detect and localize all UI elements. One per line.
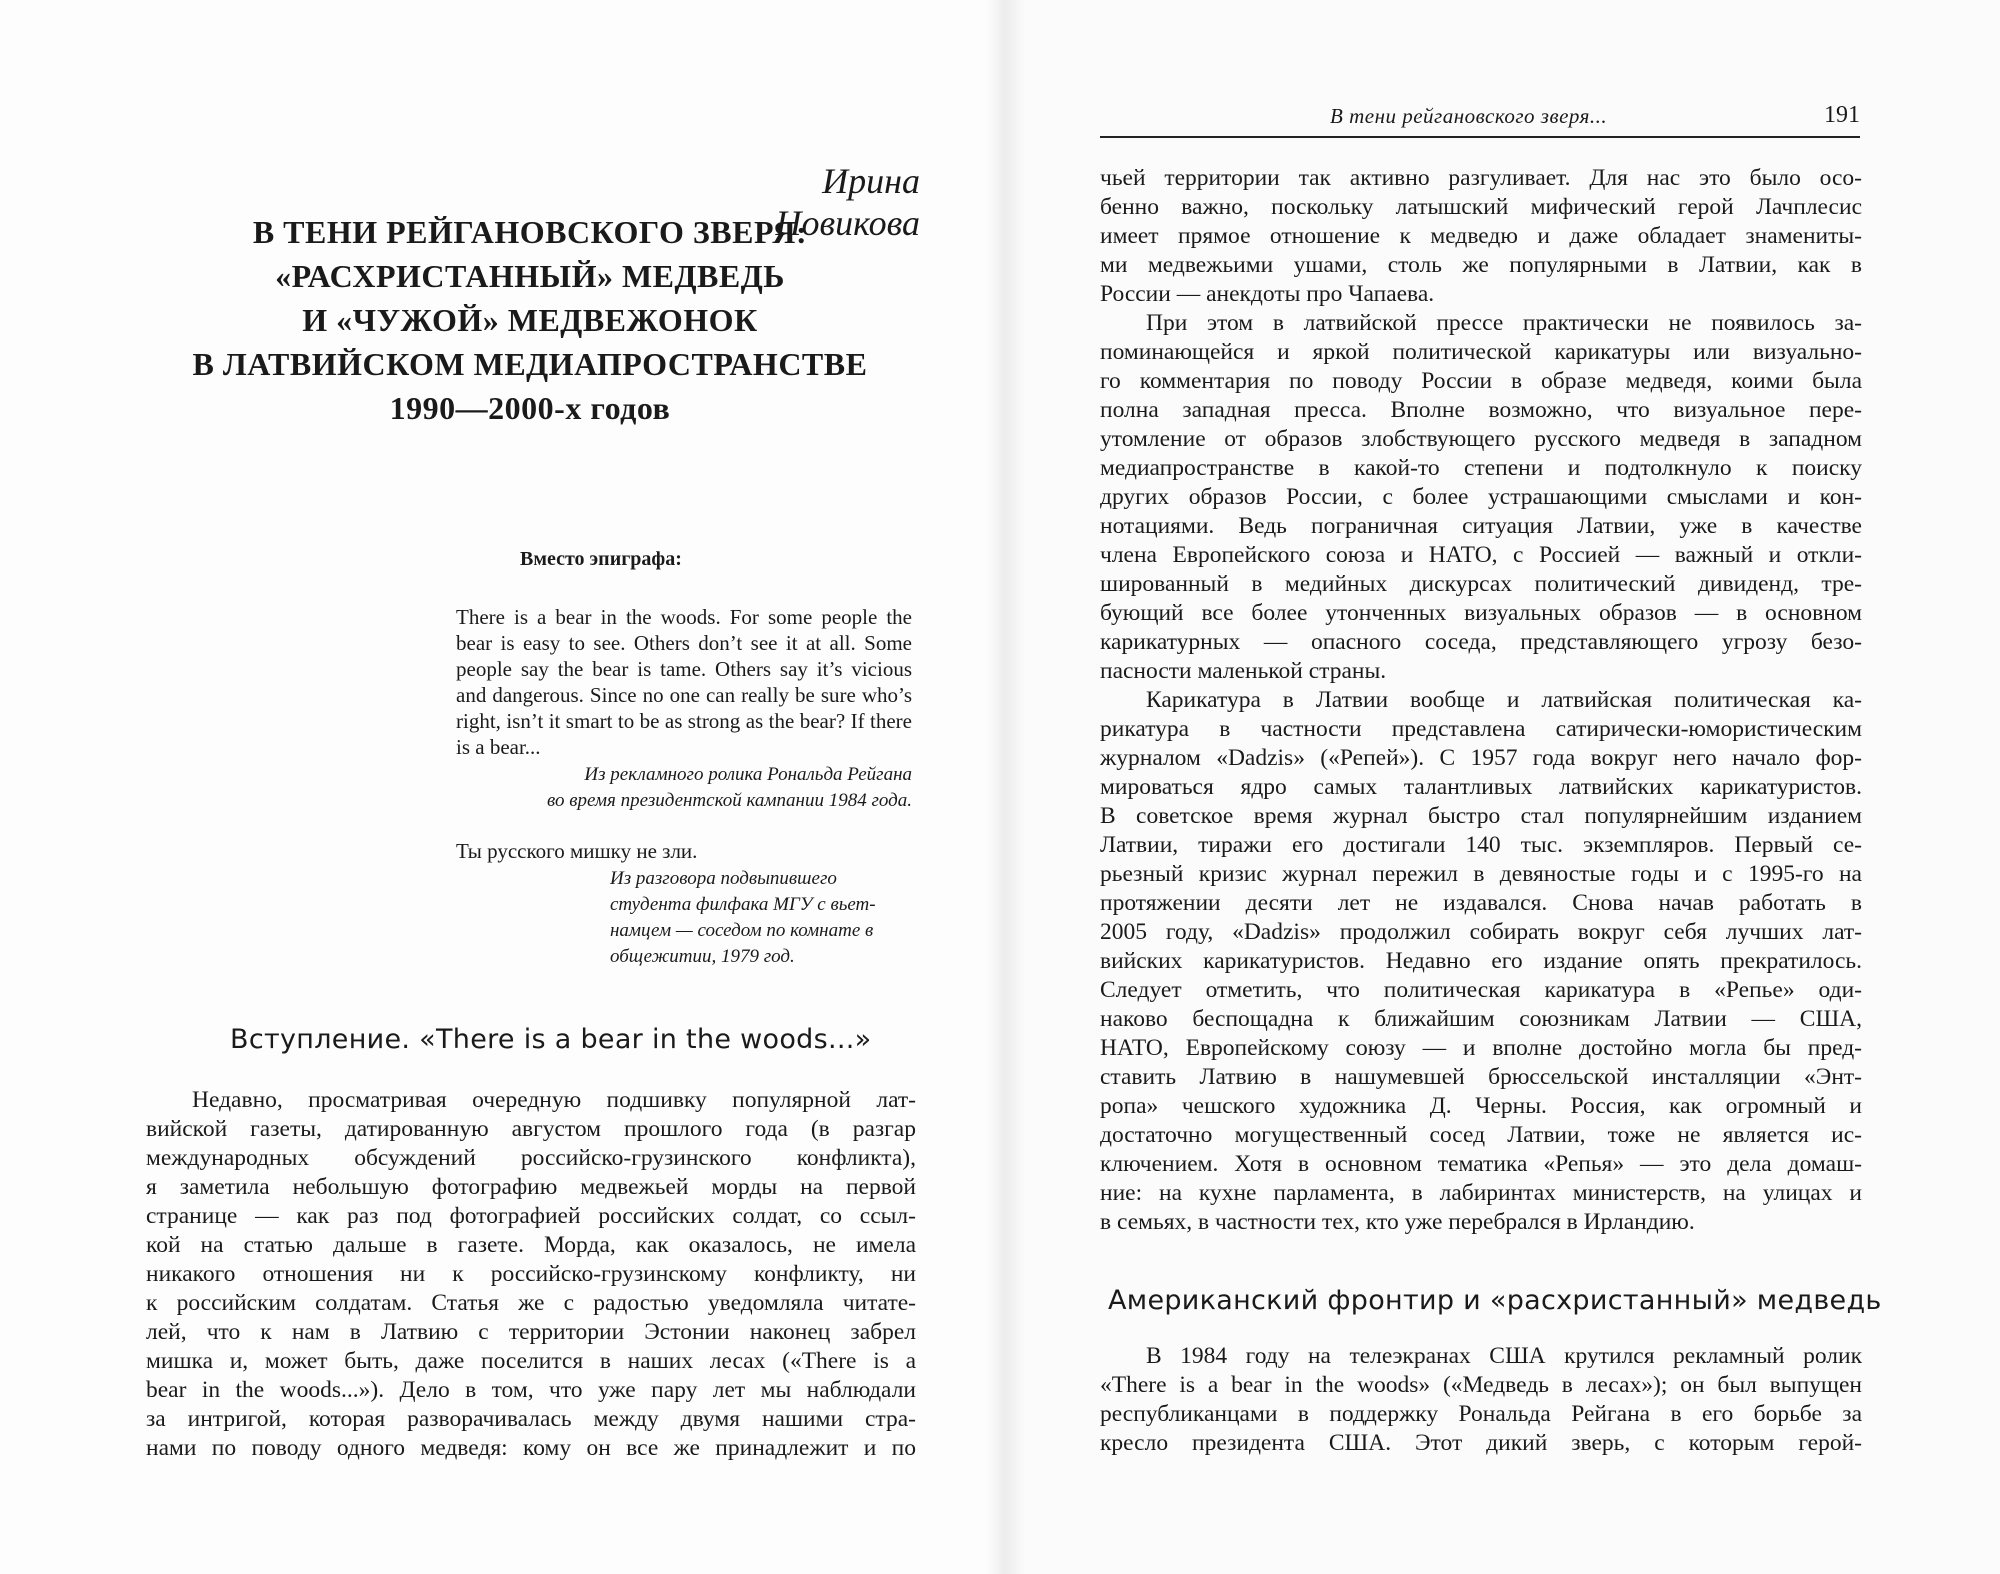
text-line: других образов России, с более устрашающими смыслами и кон- bbox=[1100, 484, 1862, 510]
text-line: никакого отношения ни к российско-грузинскому конфликту, ни bbox=[146, 1261, 916, 1287]
text-line: ставить Латвию в нашумевшей брюссельской инсталляции «Энт- bbox=[1100, 1064, 1862, 1090]
text-line: НАТО, Европейскому союзу — и вполне достойно могла бы пред- bbox=[1100, 1035, 1862, 1061]
text-line: лей, что к нам в Латвию с территории Эстонии наконец забрел bbox=[146, 1319, 916, 1345]
section-heading-intro: Вступление. «There is a bear in the woods...» bbox=[230, 1024, 872, 1055]
text-line: Недавно, просматривая очередную подшивку популярной лат- bbox=[192, 1087, 916, 1113]
article-title bbox=[150, 210, 910, 430]
epigraph-source-line: намцем — соседом по комнате в bbox=[610, 920, 874, 941]
left-body-text bbox=[146, 1086, 916, 1463]
text-line: республиканцами в поддержку Рональда Рейгана в его борьбе за bbox=[1100, 1401, 1862, 1427]
epigraph-source-line: общежитии, 1979 год. bbox=[610, 946, 795, 967]
section-heading-frontier: Американский фронтир и «расхристанный» медведь bbox=[1108, 1285, 1882, 1316]
text-line: полна западная пресса. Вполне возможно, что визуальное пере- bbox=[1100, 397, 1862, 423]
text-line: нотациями. Ведь пограничная ситуация Латвии, уже в качестве bbox=[1100, 513, 1862, 539]
epigraph-source-line: Из разговора подвыпившего bbox=[610, 868, 837, 889]
text-line: рьезный кризис журнал пережил в девяностые годы и с 1995-го на bbox=[1100, 861, 1862, 887]
title-line: И «ЧУЖОЙ» МЕДВЕЖОНОК bbox=[302, 302, 758, 338]
author-name: Ирина Новикова bbox=[775, 161, 920, 243]
text-line: журналом «Dadzis» («Репей»). С 1957 года вокруг него начало фор- bbox=[1100, 745, 1862, 771]
text-line: имеет прямое отношение к медведю и даже обладает знамениты- bbox=[1100, 223, 1862, 249]
text-line: ключением. Хотя в основном тематика «Репья» — это дела домаш- bbox=[1100, 1151, 1862, 1177]
running-header bbox=[1100, 100, 1860, 138]
running-head-title: В тени рейгановского зверя... bbox=[1330, 104, 1608, 128]
epigraph-2: Ты русского мишку не зли. bbox=[456, 839, 698, 863]
book-gutter bbox=[985, 0, 1025, 1574]
epigraph-source-line: студента филфака МГУ с вьет- bbox=[610, 894, 876, 915]
text-line: наково беспощадна к ближайшим союзникам Латвии — США, bbox=[1100, 1006, 1862, 1032]
text-line: международных обсуждений российско-грузинского конфликта), bbox=[146, 1145, 916, 1171]
text-line: я заметила небольшую фотографию медвежьей морды на первой bbox=[146, 1174, 916, 1200]
epigraph-source-1 bbox=[500, 762, 912, 814]
text-line: Латвии, тиражи его достигали 140 тыс. экземпляров. Первый се- bbox=[1100, 832, 1862, 858]
text-line: бенно важно, поскольку латышский мифический герой Лачплесис bbox=[1100, 194, 1862, 220]
text-line: пасности маленькой страны. bbox=[1100, 658, 1387, 684]
epigraph-quote: There is a bear in the woods. For some people the bear is easy to see. Others don’t see it at all. Some people say the bear is tame. Others say it’s vicious and dangerous. Since no one can really be sure who’s right, isn’t it smart to be as strong as the bear? If there is a bear... bbox=[456, 605, 912, 759]
text-line: При этом в латвийской прессе практически не появилось за- bbox=[1146, 310, 1862, 336]
text-line: кресло президента США. Этот дикий зверь, с которым герой- bbox=[1100, 1430, 1862, 1456]
title-line: 1990—2000-х годов bbox=[389, 390, 671, 426]
text-line: России — анекдоты про Чапаева. bbox=[1100, 281, 1435, 307]
title-line: В ЛАТВИЙСКОМ МЕДИАПРОСТРАНСТВЕ bbox=[192, 346, 868, 382]
text-line: медиапространстве в какой-то степени и подтолкнуло к поиску bbox=[1100, 455, 1862, 481]
text-line: Следует отметить, что политическая карикатура в «Репье» оди- bbox=[1100, 977, 1862, 1003]
text-line: bear in the woods...»). Дело в том, что уже пару лет мы наблюдали bbox=[146, 1377, 916, 1403]
right-body-text bbox=[1100, 164, 1862, 1237]
title-line: В ТЕНИ РЕЙГАНОВСКОГО ЗВЕРЯ: bbox=[252, 214, 808, 250]
epigraph-source-line: во время президентской кампании 1984 года. bbox=[546, 790, 912, 811]
text-line: рикатура в частности представлена сатирически-юмористическим bbox=[1100, 716, 1862, 742]
text-line: поминающейся и яркой политической карикатуры или визуально- bbox=[1100, 339, 1862, 365]
text-line: члена Европейского союза и НАТО, с Россией — важный и откли- bbox=[1100, 542, 1862, 568]
text-line: В 1984 году на телеэкранах США крутился рекламный ролик bbox=[1146, 1343, 1862, 1369]
page-number: 191 bbox=[1824, 102, 1860, 128]
epigraph-source-2 bbox=[610, 866, 912, 970]
text-line: к российским солдатам. Статья же с радостью уведомляла читате- bbox=[146, 1290, 916, 1316]
text-line: бующий все более утонченных визуальных образов — в основном bbox=[1100, 600, 1862, 626]
text-line: странице — как раз под фотографией российских солдат, со ссыл- bbox=[146, 1203, 916, 1229]
text-line: Карикатура в Латвии вообще и латвийская политическая ка- bbox=[1146, 687, 1862, 713]
text-line: за интригой, которая разворачивалась между двумя нашими стра- bbox=[146, 1406, 916, 1432]
text-line: кой на статью дальше в газете. Морда, как оказалось, не имела bbox=[146, 1232, 916, 1258]
text-line: 2005 году, «Dadzis» продолжил собирать вокруг себя лучших лат- bbox=[1100, 919, 1862, 945]
text-line: вийских карикатуристов. Недавно его издание опять прекратилось. bbox=[1100, 948, 1862, 974]
text-line: в семьях, в частности тех, кто уже перебрался в Ирландию. bbox=[1100, 1209, 1695, 1235]
right-body-text-2 bbox=[1100, 1342, 1862, 1458]
text-line: карикатурных — опасного соседа, представляющего угрозу безо- bbox=[1100, 629, 1862, 655]
text-line: ние: на кухне парламента, в лабиринтах министерств, на улицах и bbox=[1100, 1180, 1862, 1206]
text-line: В советское время журнал быстро стал популярнейшим изданием bbox=[1100, 803, 1862, 829]
text-line: протяжении десяти лет не издавался. Снова начав работать в bbox=[1100, 890, 1862, 916]
text-line: вийской газеты, датированную августом прошлого года (в разгар bbox=[146, 1116, 916, 1142]
right-page bbox=[1000, 0, 2000, 1574]
text-line: чьей территории так активно разгуливает. Для нас это было осо- bbox=[1100, 165, 1862, 191]
text-line: мишка и, может быть, даже поселится в наших лесах («There is a bbox=[146, 1348, 916, 1374]
text-line: мироваться ядро самых талантливых латвийских карикатуристов. bbox=[1100, 774, 1862, 800]
epigraph-source-line: Из рекламного ролика Рональда Рейгана bbox=[584, 764, 912, 785]
epigraph-heading: Вместо эпиграфа: bbox=[520, 548, 682, 570]
text-line: го комментария по поводу России в образе медведя, коими была bbox=[1100, 368, 1862, 394]
text-line: достаточно могущественный сосед Латвии, тоже не является ис- bbox=[1100, 1122, 1862, 1148]
text-line: ропа» чешского художника Д. Черны. Россия, как огромный и bbox=[1100, 1093, 1862, 1119]
text-line: «There is a bear in the woods» («Медведь в лесах»); он был выпущен bbox=[1100, 1372, 1862, 1398]
text-line: утомление от образов злобствующего русского медведя в западном bbox=[1100, 426, 1862, 452]
text-line: ми медвежьими ушами, столь же популярными в Латвии, как в bbox=[1100, 252, 1862, 278]
text-line: нами по поводу одного медведя: кому он все же принадлежит и по bbox=[146, 1435, 916, 1461]
title-line: «РАСХРИСТАННЫЙ» МЕДВЕДЬ bbox=[275, 258, 785, 294]
text-line: шированный в медийных дискурсах политический дивиденд, тре- bbox=[1100, 571, 1862, 597]
